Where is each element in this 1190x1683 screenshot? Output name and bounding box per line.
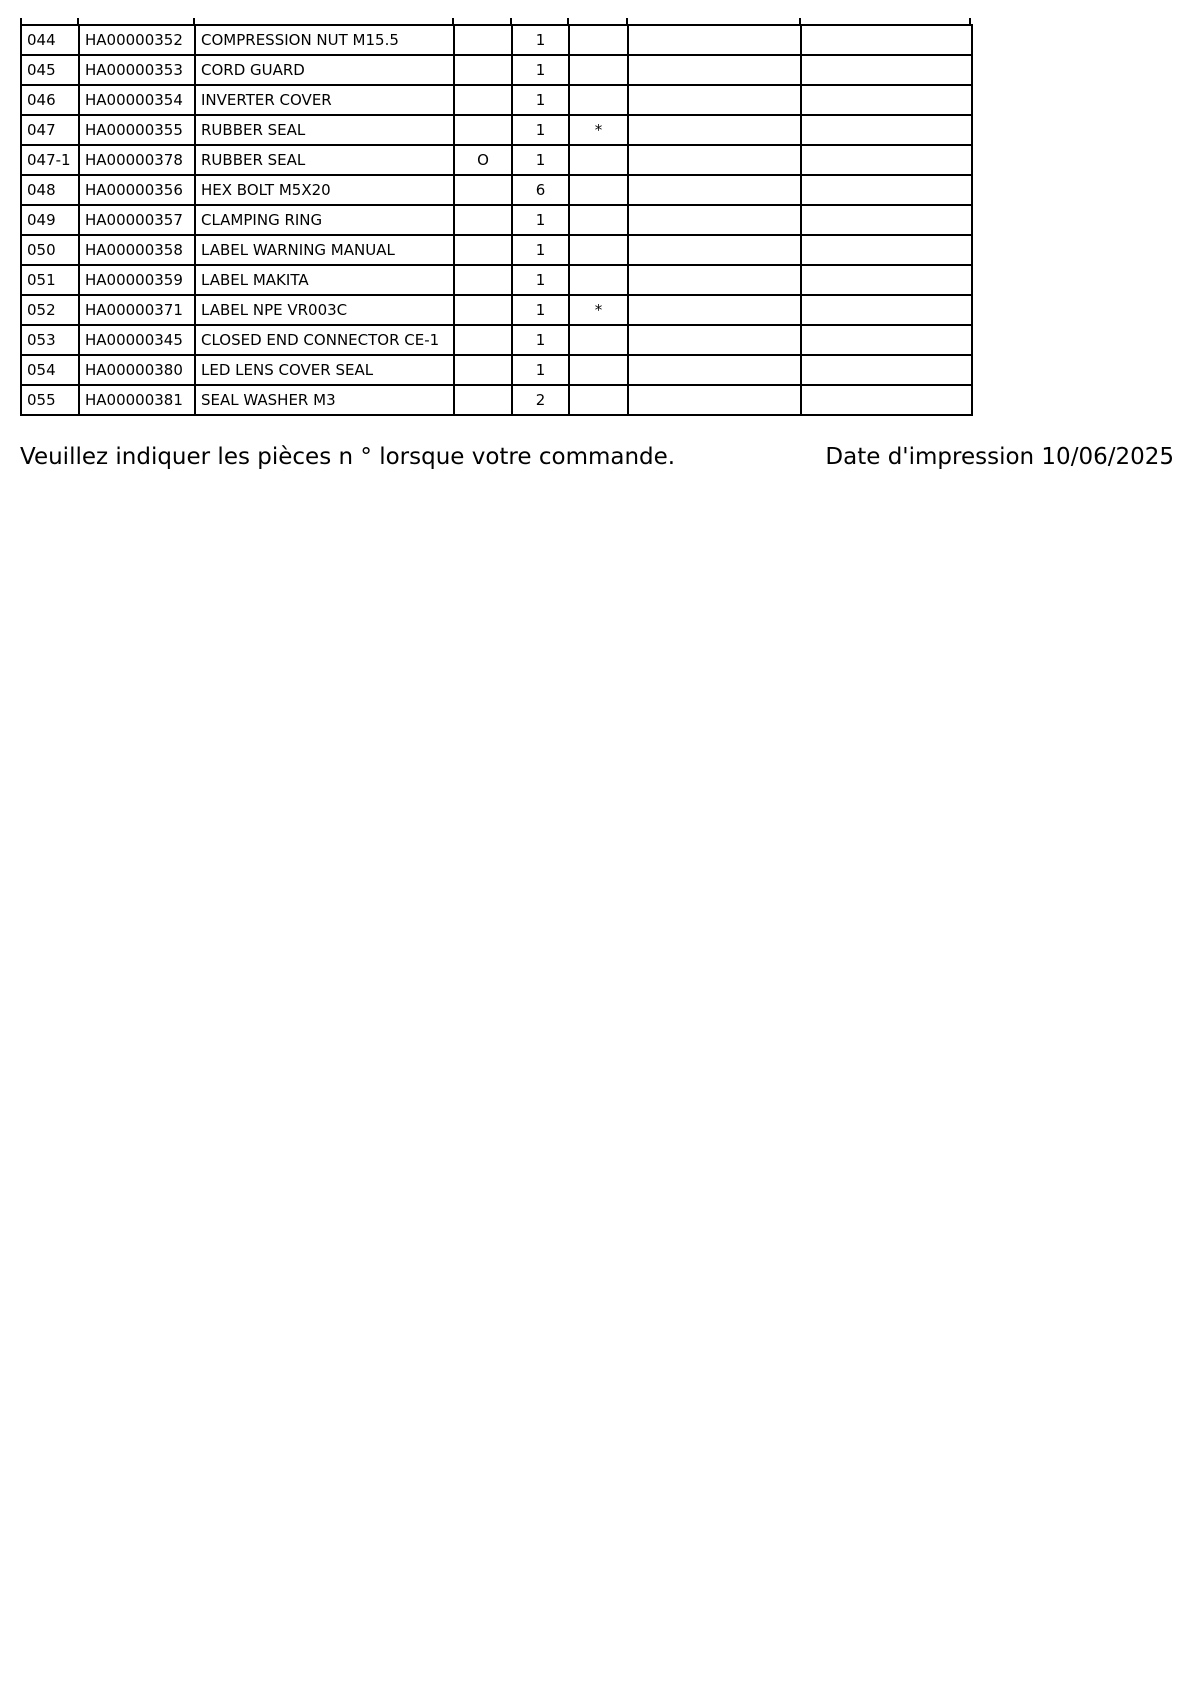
table-row: [21, 25, 972, 55]
item-number-cell: 053: [21, 325, 79, 355]
quantity-cell: 2: [512, 385, 569, 415]
part-number-cell: HA00000358: [79, 235, 195, 265]
item-number-cell: 047: [21, 115, 79, 145]
description-cell: HEX BOLT M5X20: [195, 175, 454, 205]
blank-cell-1: [628, 145, 801, 175]
blank-cell-2: [801, 175, 972, 205]
blank-cell-1: [628, 205, 801, 235]
blank-cell-2: [801, 205, 972, 235]
part-number-cell: HA00000381: [79, 385, 195, 415]
description-cell: LABEL NPE VR003C: [195, 295, 454, 325]
description-cell: INVERTER COVER: [195, 85, 454, 115]
option-cell: [454, 85, 512, 115]
quantity-cell: 1: [512, 145, 569, 175]
table-row: [21, 55, 972, 85]
quantity-cell: 1: [512, 85, 569, 115]
description-cell: RUBBER SEAL: [195, 145, 454, 175]
quantity-cell: 6: [512, 175, 569, 205]
part-number-cell: HA00000357: [79, 205, 195, 235]
table-row: [21, 295, 972, 325]
table-row: [21, 145, 972, 175]
blank-cell-2: [801, 295, 972, 325]
description-cell: SEAL WASHER M3: [195, 385, 454, 415]
quantity-cell: 1: [512, 55, 569, 85]
quantity-cell: 1: [512, 355, 569, 385]
description-cell: RUBBER SEAL: [195, 115, 454, 145]
part-number-cell: HA00000354: [79, 85, 195, 115]
blank-cell-1: [628, 355, 801, 385]
description-cell: CLOSED END CONNECTOR CE-1: [195, 325, 454, 355]
blank-cell-1: [628, 175, 801, 205]
quantity-cell: 1: [512, 235, 569, 265]
blank-cell-2: [801, 25, 972, 55]
item-number-cell: 052: [21, 295, 79, 325]
item-number-cell: 046: [21, 85, 79, 115]
table-row: [21, 205, 972, 235]
option-cell: [454, 175, 512, 205]
option-cell: [454, 355, 512, 385]
option-cell: [454, 55, 512, 85]
part-number-cell: HA00000371: [79, 295, 195, 325]
part-number-cell: HA00000380: [79, 355, 195, 385]
item-number-cell: 051: [21, 265, 79, 295]
part-number-cell: HA00000355: [79, 115, 195, 145]
blank-cell-2: [801, 85, 972, 115]
part-number-cell: HA00000345: [79, 325, 195, 355]
blank-cell-2: [801, 355, 972, 385]
blank-cell-1: [628, 385, 801, 415]
note-cell: *: [569, 115, 628, 145]
note-cell: [569, 85, 628, 115]
item-number-cell: 055: [21, 385, 79, 415]
note-cell: [569, 265, 628, 295]
quantity-cell: 1: [512, 25, 569, 55]
table-row: [21, 265, 972, 295]
blank-cell-1: [628, 25, 801, 55]
blank-cell-2: [801, 55, 972, 85]
description-cell: CORD GUARD: [195, 55, 454, 85]
parts-list-table: [20, 24, 973, 416]
part-number-cell: HA00000356: [79, 175, 195, 205]
note-cell: [569, 175, 628, 205]
option-cell: [454, 295, 512, 325]
option-cell: [454, 325, 512, 355]
part-number-cell: HA00000353: [79, 55, 195, 85]
blank-cell-1: [628, 295, 801, 325]
note-cell: [569, 325, 628, 355]
note-cell: [569, 145, 628, 175]
item-number-cell: 049: [21, 205, 79, 235]
blank-cell-2: [801, 265, 972, 295]
note-cell: [569, 385, 628, 415]
blank-cell-1: [628, 55, 801, 85]
blank-cell-1: [628, 85, 801, 115]
quantity-cell: 1: [512, 325, 569, 355]
table-row: [21, 355, 972, 385]
option-cell: [454, 205, 512, 235]
item-number-cell: 054: [21, 355, 79, 385]
option-cell: [454, 25, 512, 55]
item-number-cell: 045: [21, 55, 79, 85]
note-cell: *: [569, 295, 628, 325]
option-cell: [454, 115, 512, 145]
note-cell: [569, 205, 628, 235]
description-cell: LABEL WARNING MANUAL: [195, 235, 454, 265]
note-cell: [569, 235, 628, 265]
print-date: Date d'impression 10/06/2025: [825, 444, 1174, 470]
blank-cell-2: [801, 115, 972, 145]
option-cell: [454, 235, 512, 265]
blank-cell-2: [801, 385, 972, 415]
item-number-cell: 044: [21, 25, 79, 55]
item-number-cell: 048: [21, 175, 79, 205]
blank-cell-1: [628, 325, 801, 355]
option-cell: [454, 385, 512, 415]
blank-cell-2: [801, 235, 972, 265]
part-number-cell: HA00000378: [79, 145, 195, 175]
note-cell: [569, 55, 628, 85]
note-cell: [569, 25, 628, 55]
table-row: [21, 385, 972, 415]
note-cell: [569, 355, 628, 385]
description-cell: LED LENS COVER SEAL: [195, 355, 454, 385]
item-number-cell: 047-1: [21, 145, 79, 175]
blank-cell-1: [628, 115, 801, 145]
option-cell: O: [454, 145, 512, 175]
blank-cell-1: [628, 265, 801, 295]
description-cell: COMPRESSION NUT M15.5: [195, 25, 454, 55]
table-row: [21, 325, 972, 355]
quantity-cell: 1: [512, 115, 569, 145]
description-cell: LABEL MAKITA: [195, 265, 454, 295]
table-row: [21, 115, 972, 145]
table-row: [21, 85, 972, 115]
quantity-cell: 1: [512, 265, 569, 295]
description-cell: CLAMPING RING: [195, 205, 454, 235]
table-row: [21, 235, 972, 265]
blank-cell-2: [801, 145, 972, 175]
parts-list-body: [21, 25, 972, 415]
table-row: [21, 175, 972, 205]
item-number-cell: 050: [21, 235, 79, 265]
blank-cell-2: [801, 325, 972, 355]
part-number-cell: HA00000352: [79, 25, 195, 55]
blank-cell-1: [628, 235, 801, 265]
order-instruction-note: Veuillez indiquer les pièces n ° lorsque votre commande.: [20, 444, 676, 470]
quantity-cell: 1: [512, 205, 569, 235]
option-cell: [454, 265, 512, 295]
quantity-cell: 1: [512, 295, 569, 325]
part-number-cell: HA00000359: [79, 265, 195, 295]
